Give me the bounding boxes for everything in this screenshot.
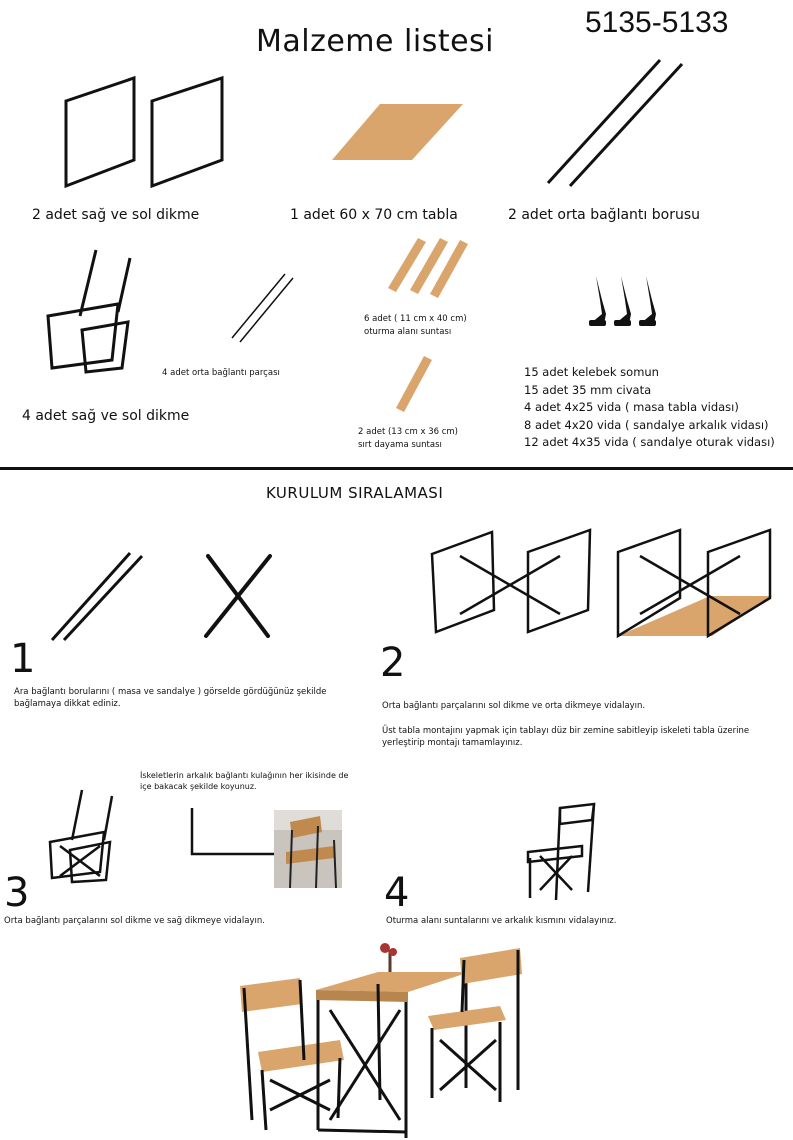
step1-number: 1 <box>10 636 36 682</box>
final-set-illustration <box>240 943 522 1138</box>
step3-photo <box>274 810 342 888</box>
caption-table-legs: 2 adet sağ ve sol dikme <box>32 207 200 223</box>
step3-text: Orta bağlantı parçalarını sol dikme ve sağ dikmeye vidalayın. <box>4 916 265 926</box>
caption-back-boards-1: 2 adet (13 cm x 36 cm) <box>358 427 458 437</box>
step2-text2: Üst tabla montajını yapmak için tablayı düz bir zemine sabitleyip iskeleti tabla üzerine yerleştirip montajı tamamlayınız. <box>382 726 750 748</box>
step2-text1: Orta bağlantı parçalarını sol dikme ve orta dikmeye vidalayın. <box>382 701 646 711</box>
bolts-illustration <box>589 276 656 326</box>
tabletop-illustration <box>332 104 463 160</box>
caption-seat-boards-2: oturma alanı suntası <box>364 327 452 337</box>
hardware-item: 15 adet 35 mm civata <box>524 382 652 397</box>
step3-pointer-illustration <box>192 808 278 854</box>
page-title: Malzeme listesi <box>256 24 495 59</box>
caption-tabletop: 1 adet 60 x 70 cm tabla <box>290 207 458 223</box>
caption-back-boards-2: sırt dayama suntası <box>358 440 442 450</box>
middle-pipes-illustration <box>548 60 682 186</box>
section-divider <box>0 467 793 470</box>
step3-chair-frame-illustration <box>50 790 112 882</box>
hardware-item: 15 adet kelebek somun <box>524 365 659 379</box>
table-leg-frames-illustration <box>66 78 222 186</box>
caption-connector-parts: 4 adet orta bağlantı parçası <box>162 368 280 378</box>
step4-number: 4 <box>384 870 410 916</box>
step3-number: 3 <box>4 870 30 916</box>
back-board-illustration <box>396 356 432 412</box>
caption-seat-boards-1: 6 adet ( 11 cm x 40 cm) <box>364 314 467 324</box>
step2-frame-illustration <box>432 530 590 632</box>
hardware-item: 12 adet 4x35 vida ( sandalye oturak vidası) <box>524 435 775 449</box>
step4-chair-illustration <box>528 804 594 900</box>
step3-note: İskeletlerin arkalık bağlantı kulağının her ikisinde de içe bakacak şekilde koyunuz. <box>140 771 349 791</box>
hardware-item: 8 adet 4x20 vida ( sandalye arkalık vidası) <box>524 417 769 432</box>
hardware-item: 4 adet 4x25 vida ( masa tabla vidası) <box>524 400 739 414</box>
product-code: 5135-5133 <box>585 6 729 39</box>
seat-boards-illustration <box>388 238 468 298</box>
caption-middle-pipes: 2 adet orta bağlantı borusu <box>508 207 700 223</box>
step1-text: Ara bağlantı borularını ( masa ve sandalye ) görselde gördüğünüz şekilde bağlamaya dikkat ediniz. <box>14 687 327 709</box>
step1-x-illustration <box>206 556 270 636</box>
assembly-title: KURULUM SIRALAMASI <box>266 484 444 502</box>
step2-tabletop-illustration <box>618 596 772 636</box>
connector-parts-illustration <box>232 274 293 342</box>
chair-leg-frames-illustration <box>48 250 130 372</box>
hardware-list <box>524 364 775 452</box>
step2-number: 2 <box>380 640 406 686</box>
step4-text: Oturma alanı suntalarını ve arkalık kısmını vidalayınız. <box>386 916 617 926</box>
step1-pipes-illustration <box>52 553 142 640</box>
caption-chair-legs: 4 adet sağ ve sol dikme <box>22 408 190 424</box>
